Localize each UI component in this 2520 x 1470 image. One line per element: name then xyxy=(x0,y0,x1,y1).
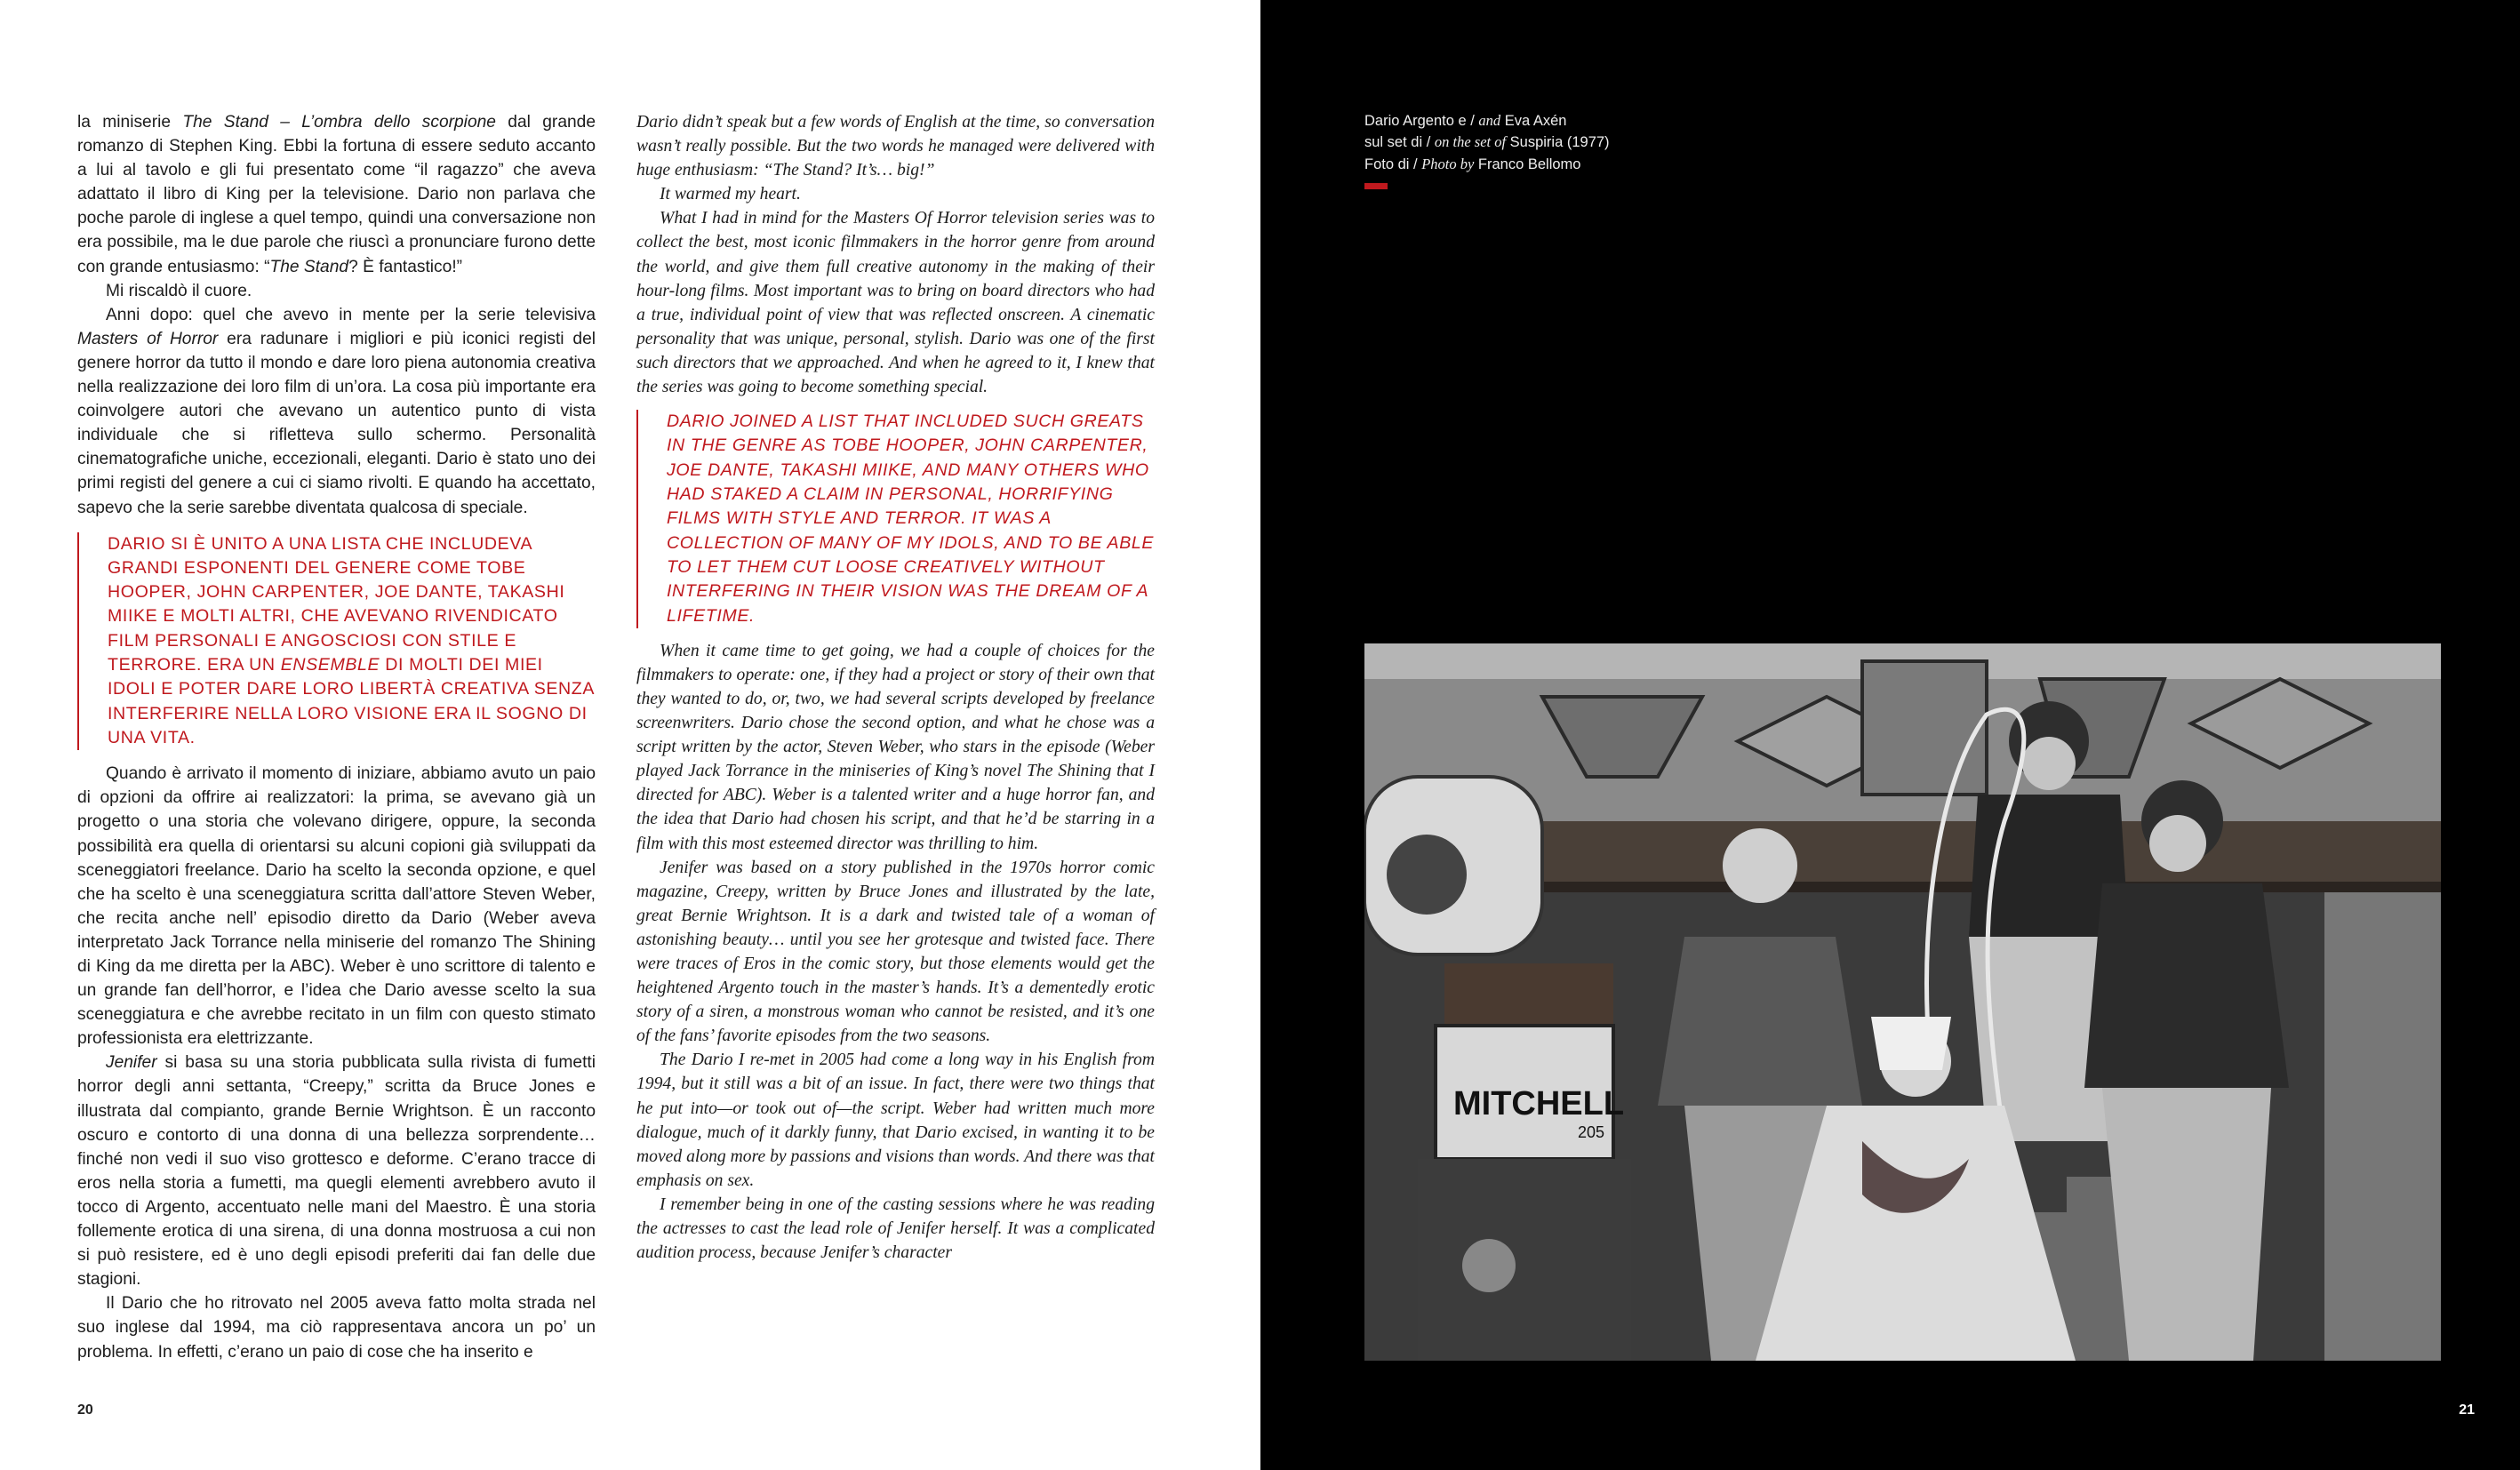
page-number-left: 20 xyxy=(77,1402,93,1418)
camera-brand-label: MITCHELL xyxy=(1453,1085,1625,1122)
pull-quote-english: DARIO JOINED A LIST THAT INCLUDED SUCH GREATS IN THE GENRE AS TOBE HOOPER, JOHN CARPENTER, JOE DANTE, TAKASHI MIIKE, AND MANY OTHERS WHO HAD STAKED A CLAIM IN PERSONAL, HORRIFYING FILMS WITH STYLE AND TERROR. IT WAS A COLLECTION OF MANY OF MY IDOLS, AND TO BE ABLE TO LET THEM CUT LOOSE CREATIVELY WITHOUT INTERFERING IN THEIR VISION WAS THE DREAM OF A LIFETIME. xyxy=(636,410,1155,628)
paragraph: Anni dopo: quel che avevo in mente per la serie televisiva Masters of Horror era radunare i migliori e più iconici registi del genere horror da tutto il mondo e dare loro piena autonomia creativa nella realizzazione dei loro film di un’ora. La cosa più importante era coinvolgere autori che avevano un autentico punto di vista individuale che si rifletteva sullo schermo. Personalità cinematografiche uniche, eccezionali, eleganti. Dario è stato uno dei primi registi del genere a cui ci siamo rivolti. E quando ha accettato, sapevo che la serie sarebbe diventata qualcosa di speciale. xyxy=(77,305,596,517)
paragraph: Mi riscaldò il cuore. xyxy=(106,281,252,300)
paragraph: It warmed my heart. xyxy=(660,185,801,204)
caption-line: Dario Argento e / and Eva Axén xyxy=(1364,112,1567,129)
pull-quote-italian: DARIO SI È UNITO A UNA LISTA CHE INCLUDEVA GRANDI ESPONENTI DEL GENERE COME TOBE HOOPER, JOHN CARPENTER, JOE DANTE, TAKASHI MIIKE E MOLTI ALTRI, CHE AVEVANO RIVENDICATO FILM PERSONALI E ANGOSCIOSI CON STILE E TERRORE. ERA UN ENSEMBLE DI MOLTI DEI MIEI IDOLI E POTER DARE LORO LIBERTÀ CREATIVA SENZA INTERFERIRE NELLA LORO VISIONE ERA IL SOGNO DI UNA VITA. xyxy=(77,532,596,751)
paragraph: Quando è arrivato il momento di iniziare, abbiamo avuto un paio di opzioni da offrire ai realizzatori: la prima, se avevano già un progetto o una storia che volevano dirigere, oppure, la seconda possibilità era quella di orientarsi su alcuni copioni già sviluppati da sceneggiatori freelance. Dario ha scelto la seconda opzione, e quel che ha scelto è una sceneggiatura scritta dall’attore Steven Weber, che recita anche nell’ episodio diretto da Dario (Weber aveva interpretato Jack Torrance nella miniserie del romanzo The Shining di King da me diretta per la ABC). Weber è uno scrittore di talento e un grande fan dell’horror, e l’idea che Dario avesse scelto la sua sceneggiatura e che avrebbe recitato in un film con questo stimato professionista era elettrizzante. xyxy=(77,764,596,1049)
caption-red-mark xyxy=(1364,183,1388,189)
paragraph: Dario didn’t speak but a few words of English at the time, so conversation wasn’t really possible. But the two words he managed were delivered with huge enthusiasm: “The Stand? It’s… big!” xyxy=(636,113,1155,180)
photo-illustration xyxy=(1364,643,2441,1361)
page-number-right: 21 xyxy=(2459,1402,2475,1418)
paragraph: Jenifer was based on a story published in the 1970s horror comic magazine, Creepy, written by Bruce Jones and illustrated by the late, great Bernie Wrightson. It is a dark and twisted tale of a woman of astonishing beauty… until you see her grotesque and twisted face. There were traces of Eros in the comic story, but those elements would get the heightened Argento touch in the master’s hands. It’s a dementedly erotic story of a siren, a monstrous woman who cannot be resisted, and it’s one of the fans’ favorite episodes from the two seasons. xyxy=(636,858,1155,1046)
paragraph: la miniserie The Stand – L’ombra dello scorpione dal grande romanzo di Stephen King. Ebbi la fortuna di essere seduto accanto a lui al tavolo e gli fui presentato come “il ragazzo” che aveva adattato il libro di King per la televisione. Dario non parlava che poche parole di inglese a quel tempo, quindi una conversazione non era possibile, ma le due parole che riuscì a pronunciare furono dette con grande entusiasmo: “The Stand? È fantastico!” xyxy=(77,113,596,276)
caption-line: Foto di / Photo by Franco Bellomo xyxy=(1364,155,1581,172)
caption-line: sul set di / on the set of Suspiria (1977) xyxy=(1364,133,1610,151)
italian-text-column xyxy=(77,110,596,1364)
paragraph: When it came time to get going, we had a couple of choices for the filmmakers to operate: one, if they had a project or story of their own that they wanted to do, or, two, we had several scripts developed by freelance screenwriters. Dario chose the second option, and what he chose was a script written by the actor, Steven Weber, who stars in the episode (Weber played Jack Torrance in the miniseries of King’s novel The Shining that I directed for ABC). Weber is a talented writer and a huge horror fan, and the idea that Dario had chosen his script, and that he’d be starring in a film with this most esteemed director was thrilling to him. xyxy=(636,641,1155,853)
photo-caption xyxy=(1364,110,1610,175)
film-set-photo xyxy=(1364,643,2441,1361)
paragraph: What I had in mind for the Masters Of Horror television series was to collect the best, most iconic filmmakers in the horror genre from around the world, and give them full creative autonomy in the making of their hour-long films. Most important was to bring on board directors who had a true, individual point of view that was reflected onscreen. A cinematic personality that was unique, personal, stylish. Dario was one of the first such directors that we approached. And when he agreed to it, I knew that the series was going to become something special. xyxy=(636,209,1155,397)
paragraph: Il Dario che ho ritrovato nel 2005 aveva fatto molta strada nel suo inglese dal 1994, ma ciò rappresentava ancora un po’ un problema. In effetti, c’erano un paio di cose che ha inserito e xyxy=(77,1294,596,1362)
paragraph: Jenifer si basa su una storia pubblicata sulla rivista di fumetti horror degli anni settanta, “Creepy,” scritta da Bruce Jones e illustrata dal compianto, grande Bernie Wrightson. È un racconto oscuro e contorto di una donna di una bellezza sorprendente… finché non vedi il suo viso grottesco e deforme. C’erano tracce di eros nella storia a fumetti, ma quegli elementi avrebbero avuto il tocco di Argento, accentuato nelle mani del Maestro. È una storia follemente erotica di una sirena, di una donna mostruosa a cui non si può resistere, ed è uno degli episodi preferiti dai fan delle due stagioni. xyxy=(77,1053,596,1290)
camera-model-label: 205 xyxy=(1578,1123,1605,1141)
paragraph: The Dario I re-met in 2005 had come a long way in his English from 1994, but it still was a bit of an issue. In fact, there were two things that he put into—or took out of—the script. Weber had written much more dialogue, much of it darkly funny, that Dario excised, in wanting it to be moved along more by passions and visions than words. And there was that emphasis on sex. xyxy=(636,1051,1155,1190)
paragraph: I remember being in one of the casting sessions where he was reading the actresses to cast the lead role of Jenifer herself. It was a complicated audition process, because Jenifer’s character xyxy=(636,1194,1155,1263)
english-text-column xyxy=(636,110,1155,1265)
